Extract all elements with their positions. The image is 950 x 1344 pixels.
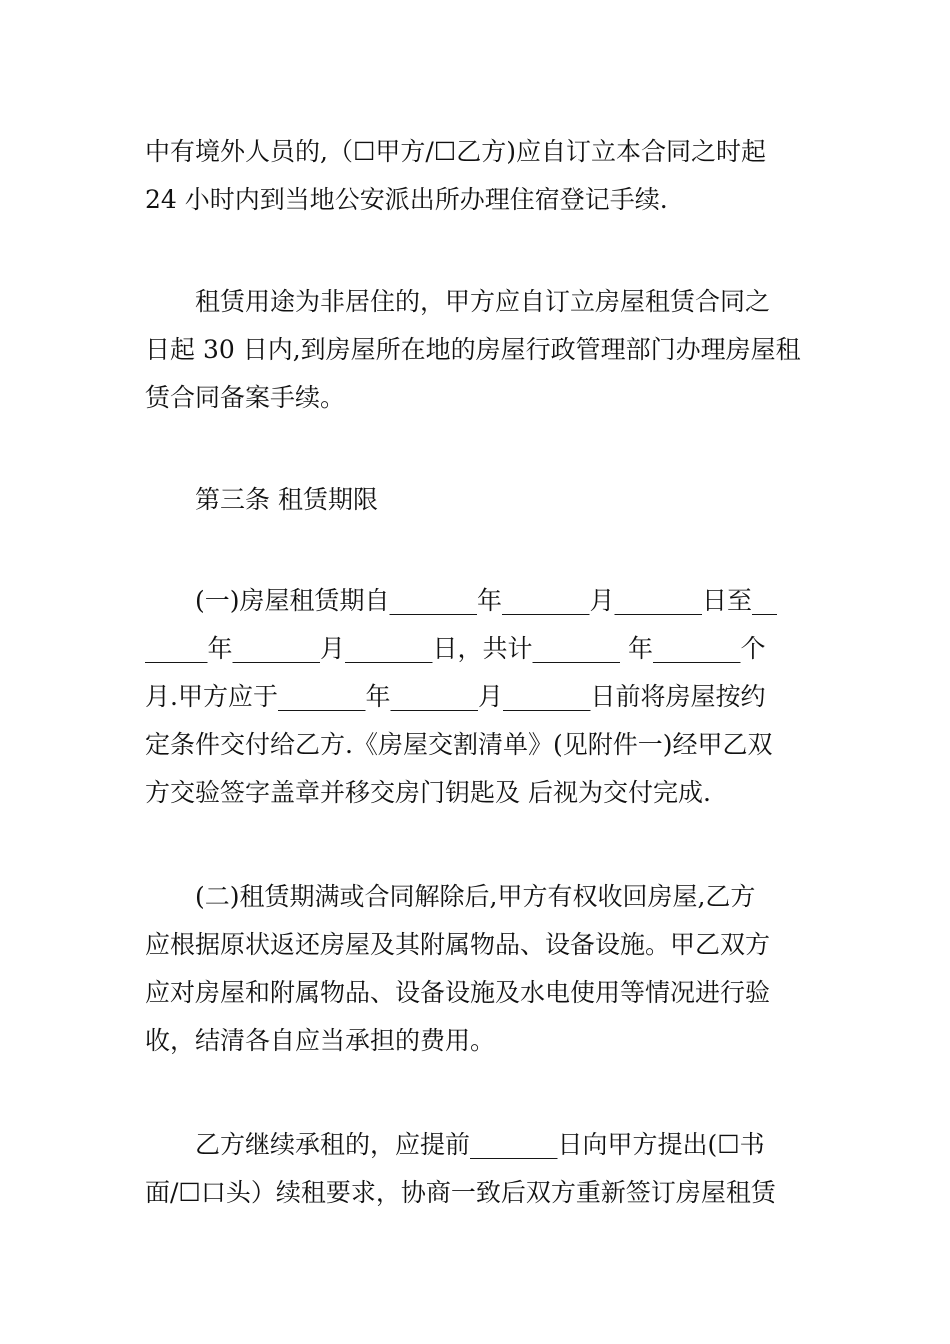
text-line: 日起 30 日内,到房屋所在地的房屋行政管理部门办理房屋租 <box>145 335 801 364</box>
text-line: 面/☐口头）续租要求，协商一致后双方重新签订房屋租赁 <box>145 1178 776 1207</box>
section-heading: 第三条 租赁期限 <box>195 485 378 514</box>
text-line: 定条件交付给乙方.《房屋交割清单》(见附件一)经甲乙双 <box>145 730 773 759</box>
text-line: 应对房屋和附属物品、设备设施及水电使用等情况进行验 <box>145 978 771 1007</box>
text-line: (一)房屋租赁期自_______年_______月_______日至__ <box>145 586 778 615</box>
paragraph-foreign-registration <box>145 128 810 224</box>
text-line: 月.甲方应于_______年_______月_______日前将房屋按约 <box>145 682 766 711</box>
paragraph-non-residential-filing <box>145 278 810 422</box>
text-line: 应根据原状返还房屋及其附属物品、设备设施。甲乙双方 <box>145 930 771 959</box>
text-line: 24 小时内到当地公安派出所办理住宿登记手续. <box>145 185 668 214</box>
text-line: 赁合同备案手续。 <box>145 383 346 412</box>
text-line: 租赁用途为非居住的，甲方应自订立房屋租赁合同之 <box>145 287 771 316</box>
paragraph-lease-renewal <box>145 1121 810 1217</box>
text-line: _____年_______月_______日，共计_______ 年_______个 <box>145 634 766 663</box>
paragraph-lease-expiry <box>145 873 810 1065</box>
text-line: 中有境外人员的,（☐甲方/☐乙方)应自订立本合同之时起 <box>145 137 766 166</box>
paragraph-lease-term <box>145 577 810 817</box>
text-line: (二)租赁期满或合同解除后,甲方有权收回房屋,乙方 <box>145 882 756 911</box>
text-line: 收，结清各自应当承担的费用。 <box>145 1026 496 1055</box>
text-line: 方交验签字盖章并移交房门钥匙及 后视为交付完成. <box>145 778 711 807</box>
text-line: 乙方继续承租的，应提前_______日向甲方提出(☐书 <box>145 1130 765 1159</box>
